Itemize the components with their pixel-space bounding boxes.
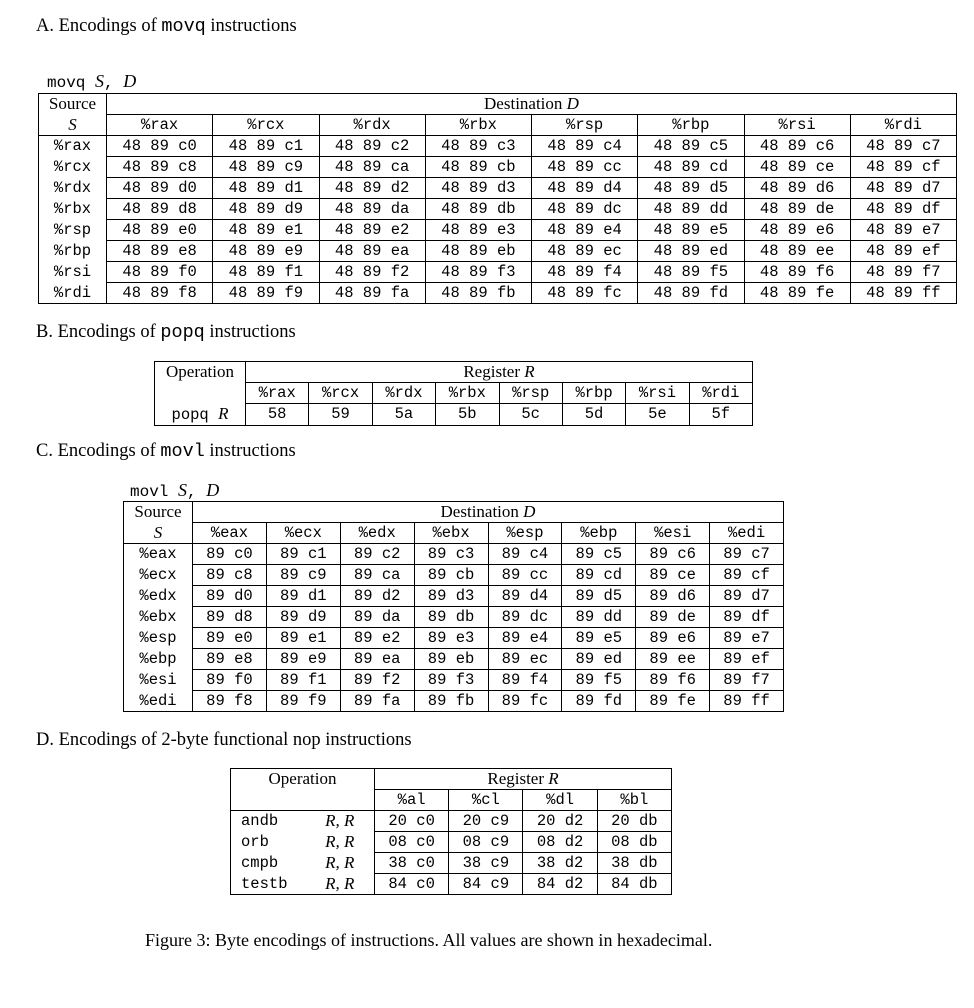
table-cell: 48 89 cd (638, 157, 744, 178)
section-c-title-code: movl (160, 441, 205, 462)
table-cell: 38 c0 (375, 853, 449, 874)
table-row (231, 811, 672, 832)
table-cell: 20 c9 (449, 811, 523, 832)
op-args: R, R (306, 874, 375, 895)
destination-header (193, 502, 784, 523)
table-cell: 84 d2 (523, 874, 597, 895)
table-cell: 89 f9 (266, 691, 340, 712)
table-cell: 48 89 f7 (850, 262, 956, 283)
column-header: %ebp (562, 523, 636, 544)
operation-spacer (155, 383, 246, 404)
table-row (231, 832, 672, 853)
table-cell: 48 89 f0 (107, 262, 213, 283)
operation-header: Operation (231, 769, 375, 790)
table-cell: 89 f1 (266, 670, 340, 691)
table-cell: 48 89 d9 (213, 199, 319, 220)
table-cell: 48 89 fe (744, 283, 850, 304)
row-header: %ebp (124, 649, 193, 670)
table-cell: 89 e4 (488, 628, 562, 649)
operation-spacer (231, 790, 375, 811)
column-header: %rbx (436, 383, 499, 404)
column-header: %rbp (562, 383, 625, 404)
row-header: %rdx (39, 178, 107, 199)
table-cell: 48 89 d1 (213, 178, 319, 199)
instr-arg-dest: D (206, 480, 220, 500)
movl-encoding-table (123, 501, 784, 712)
column-header: %rbx (425, 115, 531, 136)
table-cell: 38 db (597, 853, 671, 874)
table-cell: 89 fe (636, 691, 710, 712)
table-cell: 89 d8 (193, 607, 267, 628)
table-cell: 89 fa (340, 691, 414, 712)
table-cell: 48 89 df (850, 199, 956, 220)
table-cell: 48 89 e8 (107, 241, 213, 262)
table-cell: 89 d5 (562, 586, 636, 607)
nop-encoding-table (230, 768, 672, 895)
table-row (39, 220, 957, 241)
table-cell: 89 fc (488, 691, 562, 712)
op-args: R, R (306, 811, 375, 832)
table-cell: 89 ea (340, 649, 414, 670)
table-cell: 89 ce (636, 565, 710, 586)
instr-arg-source: S (95, 71, 105, 91)
table-cell: 48 89 db (425, 199, 531, 220)
table-cell: 48 89 ce (744, 157, 850, 178)
op-args: R, R (306, 832, 375, 853)
column-header: %rsp (499, 383, 562, 404)
row-header: %rsi (39, 262, 107, 283)
table-cell: 84 c9 (449, 874, 523, 895)
destination-var: D (566, 94, 579, 113)
table-cell: 48 89 e1 (213, 220, 319, 241)
table-cell: 48 89 c0 (107, 136, 213, 157)
table-cell: 48 89 d5 (638, 178, 744, 199)
table-cell: 48 89 f8 (107, 283, 213, 304)
register-header (246, 362, 753, 383)
table-cell: 48 89 f6 (744, 262, 850, 283)
destination-header (107, 94, 957, 115)
table-cell: 89 ed (562, 649, 636, 670)
table-cell: 48 89 d6 (744, 178, 850, 199)
row-header: %ecx (124, 565, 193, 586)
table-row (39, 262, 957, 283)
section-b-title-prefix: B. Encodings of (36, 322, 161, 342)
table-cell: 89 dc (488, 607, 562, 628)
table-cell: 08 c0 (375, 832, 449, 853)
instr-sep: , (104, 74, 114, 92)
column-header: %eax (193, 523, 267, 544)
popq-row-label (155, 404, 246, 426)
column-header: %esp (488, 523, 562, 544)
table-cell: 48 89 e2 (319, 220, 425, 241)
table-cell: 89 dd (562, 607, 636, 628)
table-cell: 89 d7 (710, 586, 784, 607)
table-row (231, 853, 672, 874)
table-cell: 48 89 c6 (744, 136, 850, 157)
table-cell: 84 c0 (375, 874, 449, 895)
table-cell: 5e (626, 404, 689, 426)
table-cell: 89 e8 (193, 649, 267, 670)
column-header: %edx (340, 523, 414, 544)
table-cell: 48 89 e7 (850, 220, 956, 241)
table-cell: 89 f7 (710, 670, 784, 691)
table-cell: 48 89 e5 (638, 220, 744, 241)
section-a-title (36, 16, 297, 37)
row-header: %rcx (39, 157, 107, 178)
section-a-title-suffix: instructions (205, 16, 297, 36)
instr-name: movq (47, 74, 86, 92)
table-cell: 48 89 da (319, 199, 425, 220)
row-header: %rsp (39, 220, 107, 241)
column-header: %rsp (532, 115, 638, 136)
table-cell: 20 d2 (523, 811, 597, 832)
column-header: %rdi (689, 383, 752, 404)
column-header: %ecx (266, 523, 340, 544)
table-row (124, 544, 784, 565)
source-header: Source (39, 94, 107, 115)
table-cell: 89 d4 (488, 586, 562, 607)
table-cell: 48 89 d3 (425, 178, 531, 199)
table-cell: 89 da (340, 607, 414, 628)
table-row (39, 136, 957, 157)
table-cell: 48 89 fb (425, 283, 531, 304)
popq-encoding-table (154, 361, 753, 426)
column-header: %rcx (309, 383, 372, 404)
table-row (124, 586, 784, 607)
row-header: %edi (124, 691, 193, 712)
table-cell: 59 (309, 404, 372, 426)
section-b-title (36, 322, 296, 343)
table-cell: 48 89 e3 (425, 220, 531, 241)
table-row (39, 283, 957, 304)
row-header: %esi (124, 670, 193, 691)
table-cell: 48 89 fd (638, 283, 744, 304)
table-cell: 89 c0 (193, 544, 267, 565)
table-cell: 48 89 c8 (107, 157, 213, 178)
column-header: %rbp (638, 115, 744, 136)
table-row (124, 670, 784, 691)
instr-name: movl (130, 483, 169, 501)
table-cell: 89 fb (414, 691, 488, 712)
table-cell: 89 f6 (636, 670, 710, 691)
op-args: R, R (306, 853, 375, 874)
table-cell: 48 89 e0 (107, 220, 213, 241)
column-header: %rax (246, 383, 309, 404)
table-row (124, 649, 784, 670)
table-cell: 48 89 d0 (107, 178, 213, 199)
row-header: %edx (124, 586, 193, 607)
table-cell: 89 c6 (636, 544, 710, 565)
table-cell: 48 89 dc (532, 199, 638, 220)
table-cell: 08 c9 (449, 832, 523, 853)
table-cell: 48 89 c9 (213, 157, 319, 178)
table-cell: 48 89 ff (850, 283, 956, 304)
table-cell: 5d (562, 404, 625, 426)
table-cell: 89 c2 (340, 544, 414, 565)
column-header: %ebx (414, 523, 488, 544)
table-row (39, 178, 957, 199)
table-cell: 48 89 ee (744, 241, 850, 262)
table-cell: 48 89 c2 (319, 136, 425, 157)
section-a-title-prefix: A. Encodings of (36, 16, 162, 36)
table-cell: 89 d1 (266, 586, 340, 607)
section-a-title-code: movq (161, 16, 206, 37)
table-cell: 89 f4 (488, 670, 562, 691)
row-header: %ebx (124, 607, 193, 628)
table-cell: 89 c7 (710, 544, 784, 565)
section-b-title-suffix: instructions (204, 322, 296, 342)
table-cell: 48 89 c1 (213, 136, 319, 157)
table-cell: 48 89 dd (638, 199, 744, 220)
table-cell: 58 (246, 404, 309, 426)
row-header: %esp (124, 628, 193, 649)
table-cell: 89 ca (340, 565, 414, 586)
table-cell: 89 ec (488, 649, 562, 670)
table-cell: 5c (499, 404, 562, 426)
table-row (124, 691, 784, 712)
table-cell: 84 db (597, 874, 671, 895)
destination-label: Destination (484, 94, 563, 113)
table-cell: 89 cc (488, 565, 562, 586)
column-header: %rdi (850, 115, 956, 136)
operation-header: Operation (155, 362, 246, 383)
table-cell: 08 d2 (523, 832, 597, 853)
table-cell: 89 e7 (710, 628, 784, 649)
row-header: %rdi (39, 283, 107, 304)
table-cell: 89 cf (710, 565, 784, 586)
table-cell: 48 89 c4 (532, 136, 638, 157)
table-cell: 48 89 d8 (107, 199, 213, 220)
instr-arg-dest: D (123, 71, 137, 91)
register-var: R (548, 769, 559, 788)
table-cell: 89 e9 (266, 649, 340, 670)
table-cell: 89 e1 (266, 628, 340, 649)
table-cell: 20 c0 (375, 811, 449, 832)
register-label: Register (487, 769, 545, 788)
table-cell: 89 d9 (266, 607, 340, 628)
movq-encoding-table (38, 93, 957, 304)
column-header: %dl (523, 790, 597, 811)
table-cell: 48 89 ec (532, 241, 638, 262)
table-row (39, 199, 957, 220)
op-name: orb (231, 832, 306, 853)
table-cell: 48 89 cf (850, 157, 956, 178)
table-cell: 89 d2 (340, 586, 414, 607)
table-cell: 48 89 f1 (213, 262, 319, 283)
table-cell: 5f (689, 404, 752, 426)
table-cell: 89 e6 (636, 628, 710, 649)
op-name: cmpb (231, 853, 306, 874)
table-cell: 89 e5 (562, 628, 636, 649)
table-cell: 20 db (597, 811, 671, 832)
table-cell: 48 89 cb (425, 157, 531, 178)
table-cell: 89 f3 (414, 670, 488, 691)
popq-op: popq (171, 405, 209, 424)
table-cell: 48 89 c7 (850, 136, 956, 157)
destination-var: D (523, 502, 536, 521)
destination-label: Destination (440, 502, 519, 521)
row-header: %rbp (39, 241, 107, 262)
table-cell: 48 89 f4 (532, 262, 638, 283)
table-cell: 89 ff (710, 691, 784, 712)
table-cell: 89 e2 (340, 628, 414, 649)
table-cell: 89 eb (414, 649, 488, 670)
column-header: %rsi (626, 383, 689, 404)
table-cell: 89 ef (710, 649, 784, 670)
table-cell: 48 89 ed (638, 241, 744, 262)
table-cell: 89 c5 (562, 544, 636, 565)
section-b-title-code: popq (160, 322, 205, 343)
table-cell: 89 ee (636, 649, 710, 670)
table-cell: 48 89 f3 (425, 262, 531, 283)
table-cell: 48 89 f9 (213, 283, 319, 304)
column-header: %rcx (213, 115, 319, 136)
column-header: %esi (636, 523, 710, 544)
table-cell: 48 89 d2 (319, 178, 425, 199)
section-c-title-prefix: C. Encodings of (36, 441, 161, 461)
table-cell: 48 89 e4 (532, 220, 638, 241)
register-header (375, 769, 672, 790)
table-cell: 89 cb (414, 565, 488, 586)
register-label: Register (463, 362, 520, 381)
table-cell: 89 c1 (266, 544, 340, 565)
column-header: %rsi (744, 115, 850, 136)
table-cell: 89 de (636, 607, 710, 628)
table-cell: 89 d6 (636, 586, 710, 607)
table-row (39, 241, 957, 262)
table-row (124, 628, 784, 649)
table-row (124, 565, 784, 586)
table-cell: 89 d0 (193, 586, 267, 607)
table-row (39, 157, 957, 178)
op-name: testb (231, 874, 306, 895)
row-header: %eax (124, 544, 193, 565)
section-c-title-suffix: instructions (204, 441, 296, 461)
table-cell: 89 cd (562, 565, 636, 586)
section-a-instruction-form (47, 71, 136, 92)
row-header: %rbx (39, 199, 107, 220)
table-cell: 08 db (597, 832, 671, 853)
table-cell: 89 fd (562, 691, 636, 712)
column-header: %bl (597, 790, 671, 811)
table-cell: 48 89 ca (319, 157, 425, 178)
table-row (124, 607, 784, 628)
table-cell: 48 89 d4 (532, 178, 638, 199)
table-cell: 5b (436, 404, 499, 426)
column-header: %rdx (319, 115, 425, 136)
table-cell: 48 89 ea (319, 241, 425, 262)
table-cell: 38 c9 (449, 853, 523, 874)
row-header: %rax (39, 136, 107, 157)
table-cell: 48 89 c5 (638, 136, 744, 157)
table-cell: 48 89 d7 (850, 178, 956, 199)
table-row (231, 874, 672, 895)
table-cell: 48 89 e6 (744, 220, 850, 241)
table-cell: 89 c8 (193, 565, 267, 586)
section-d-title: D. Encodings of 2-byte functional nop instructions (36, 730, 412, 750)
table-cell: 89 f2 (340, 670, 414, 691)
table-cell: 89 d3 (414, 586, 488, 607)
table-cell: 89 c9 (266, 565, 340, 586)
table-cell: 5a (372, 404, 435, 426)
section-c-instruction-form (130, 480, 219, 501)
table-cell: 89 e3 (414, 628, 488, 649)
popq-var: R (218, 403, 229, 423)
source-var: S (124, 523, 193, 544)
column-header: %rdx (372, 383, 435, 404)
table-cell: 48 89 ef (850, 241, 956, 262)
table-cell: 89 df (710, 607, 784, 628)
column-header: %edi (710, 523, 784, 544)
table-cell: 48 89 c3 (425, 136, 531, 157)
column-header: %rax (107, 115, 213, 136)
table-cell: 48 89 fa (319, 283, 425, 304)
register-var: R (524, 362, 535, 381)
table-cell: 48 89 cc (532, 157, 638, 178)
table-cell: 48 89 eb (425, 241, 531, 262)
table-cell: 89 c4 (488, 544, 562, 565)
table-cell: 89 f8 (193, 691, 267, 712)
table-cell: 89 db (414, 607, 488, 628)
column-header: %cl (449, 790, 523, 811)
instr-sep: , (187, 483, 197, 501)
source-header: Source (124, 502, 193, 523)
table-cell: 48 89 f2 (319, 262, 425, 283)
table-cell: 48 89 f5 (638, 262, 744, 283)
instr-arg-source: S (178, 480, 188, 500)
column-header: %al (375, 790, 449, 811)
figure-caption: Figure 3: Byte encodings of instructions. All values are shown in hexadecimal. (145, 930, 713, 950)
table-cell: 89 e0 (193, 628, 267, 649)
table-cell: 48 89 de (744, 199, 850, 220)
table-cell: 89 f5 (562, 670, 636, 691)
table-cell: 48 89 fc (532, 283, 638, 304)
op-name: andb (231, 811, 306, 832)
table-cell: 48 89 e9 (213, 241, 319, 262)
section-c-title (36, 441, 296, 462)
table-cell: 89 c3 (414, 544, 488, 565)
source-var: S (39, 115, 107, 136)
table-cell: 89 f0 (193, 670, 267, 691)
table-cell: 38 d2 (523, 853, 597, 874)
